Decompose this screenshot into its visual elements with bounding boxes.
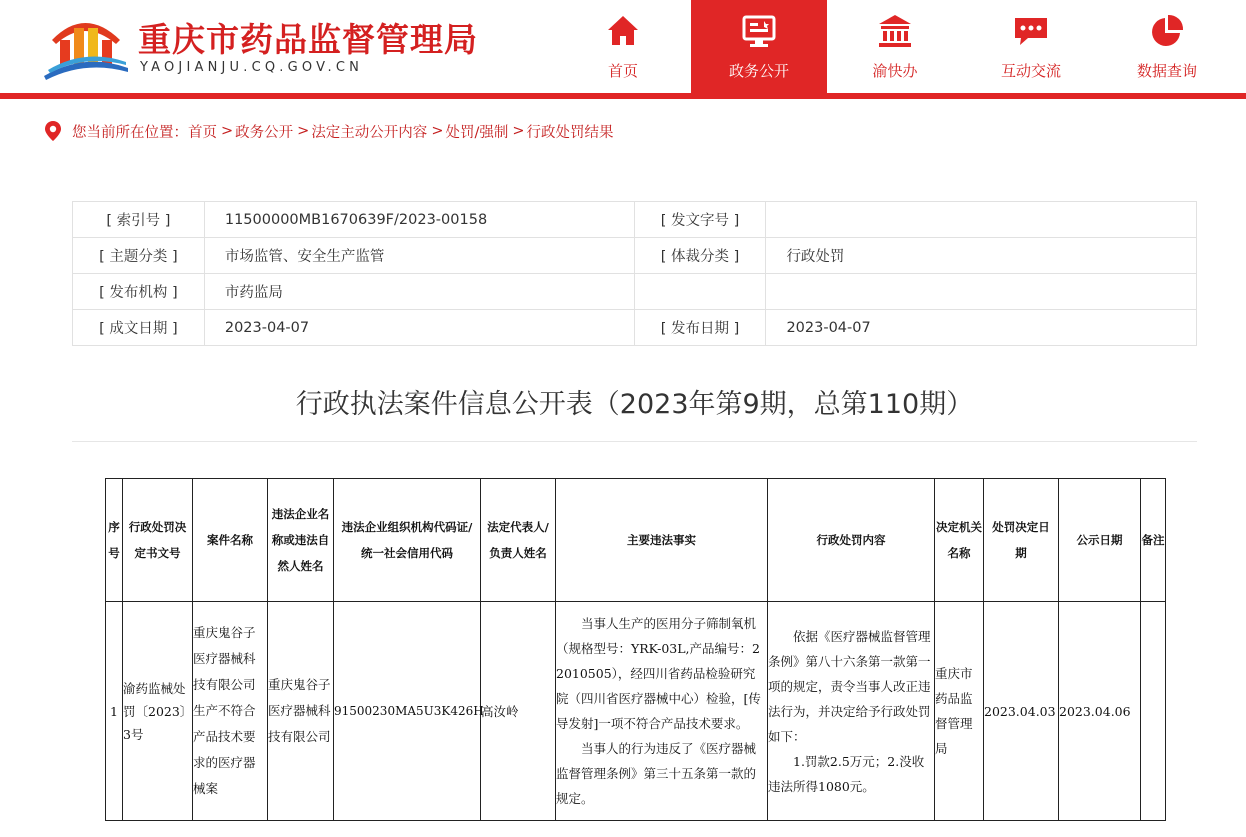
fact-paragraph: 当事人生产的医用分子筛制氧机（规格型号：YRK-03L,产品编号：22010505），经四川省药品检验研究院（四川省医疗器械中心）检验，[传导发射]一项不符合产品技术要求。 — [556, 616, 761, 731]
cell-decision-number: 渝药监械处罚〔2023〕3号 — [123, 602, 193, 821]
breadcrumb-penalty-enforcement[interactable]: 处罚/强制 — [445, 124, 509, 141]
header-credit-code: 违法企业组织机构代码证/ 统一社会信用代码 — [334, 479, 481, 602]
header-remark: 备注 — [1141, 479, 1166, 602]
header-decision-date: 处罚决定日期 — [984, 479, 1059, 602]
publishing-org-label: [ 发布机构 ] — [73, 274, 205, 310]
header-seq: 序号 — [106, 479, 123, 602]
site-logo-icon[interactable] — [40, 10, 130, 80]
government-building-icon — [876, 12, 914, 50]
header-decision-number: 行政处罚决定书文号 — [123, 479, 193, 602]
header-divider — [0, 93, 1246, 99]
created-date-label: [ 成文日期 ] — [73, 310, 205, 346]
publishing-org-value: 市药监局 — [204, 274, 634, 310]
nav-government-affairs-label: 政务公开 — [728, 62, 789, 80]
cell-main-facts — [556, 602, 768, 821]
penalty-paragraph: 1.罚款2.5万元；2.没收违法所得1080元。 — [768, 753, 925, 794]
document-title: 行政执法案件信息公开表（2023年第9期，总第110期） — [295, 389, 974, 420]
header-offender-name: 违法企业名称或违法自然人姓名 — [268, 479, 334, 602]
breadcrumb-penalty-results[interactable]: 行政处罚结果 — [526, 124, 614, 141]
document-number-label: [ 发文字号 ] — [634, 202, 766, 238]
info-row — [73, 238, 1197, 274]
site-title[interactable]: 重庆市药品监督管理局 — [138, 20, 478, 59]
case-table-header-row — [106, 479, 1166, 602]
monitor-icon — [740, 12, 778, 50]
case-info-table — [105, 478, 1166, 821]
topic-category-value: 市场监管、安全生产监管 — [204, 238, 634, 274]
nav-home-label: 首页 — [607, 62, 638, 80]
nav-data-query[interactable] — [1099, 0, 1235, 93]
document-number-value — [766, 202, 1197, 238]
title-divider — [72, 441, 1197, 442]
breadcrumb-separator: > — [221, 123, 234, 139]
nav-interaction[interactable] — [963, 0, 1099, 93]
cell-offender-name: 重庆鬼谷子医疗器械科技有限公司 — [268, 602, 334, 821]
nav-government-affairs[interactable] — [691, 0, 827, 93]
site-header — [0, 0, 1246, 93]
header-main-facts: 主要违法事实 — [556, 479, 768, 602]
empty-cell — [766, 274, 1197, 310]
header-legal-representative: 法定代表人/负责人姓名 — [481, 479, 556, 602]
cell-penalty-content — [768, 602, 935, 821]
cell-seq: 1 — [106, 602, 123, 821]
table-row — [106, 602, 1166, 821]
header-penalty-content: 行政处罚内容 — [768, 479, 935, 602]
cell-remark — [1141, 602, 1166, 821]
published-date-label: [ 发布日期 ] — [634, 310, 766, 346]
breadcrumb-separator: > — [431, 123, 444, 139]
header-case-name: 案件名称 — [193, 479, 268, 602]
genre-category-label: [ 体裁分类 ] — [634, 238, 766, 274]
fact-paragraph: 当事人的行为违反了《医疗器械监督管理条例》第三十五条第一款的规定。 — [556, 741, 757, 806]
pie-chart-icon — [1148, 12, 1186, 50]
chat-bubble-icon — [1012, 12, 1050, 50]
breadcrumb-prefix: 您当前所在位置： — [72, 124, 188, 141]
cell-credit-code: 91500230MA5U3K426H — [334, 602, 481, 821]
breadcrumb — [44, 119, 614, 143]
nav-home[interactable] — [555, 0, 691, 93]
site-domain: YAOJIANJU.CQ.GOV.CN — [140, 60, 364, 75]
cell-case-name: 重庆鬼谷子医疗器械科技有限公司生产不符合产品技术要求的医疗器械案 — [193, 602, 268, 821]
nav-yukuaiban-label: 渝快办 — [872, 62, 918, 80]
breadcrumb-statutory-disclosure[interactable]: 法定主动公开内容 — [311, 124, 428, 141]
breadcrumb-government-affairs[interactable]: 政务公开 — [235, 124, 294, 141]
cell-legal-representative: 高汝岭 — [481, 602, 556, 821]
location-pin-icon — [44, 120, 62, 142]
breadcrumb-separator: > — [512, 123, 525, 139]
info-row — [73, 202, 1197, 238]
published-date-value: 2023-04-07 — [766, 310, 1197, 346]
index-number-label: [ 索引号 ] — [73, 202, 205, 238]
index-number-value: 11500000MB1670639F/2023-00158 — [204, 202, 634, 238]
header-publish-date: 公示日期 — [1059, 479, 1141, 602]
breadcrumb-home[interactable]: 首页 — [188, 124, 217, 141]
cell-decision-date: 2023.04.03 — [984, 602, 1059, 821]
header-authority: 决定机关名称 — [935, 479, 984, 602]
nav-data-query-label: 数据查询 — [1136, 62, 1197, 80]
home-icon — [604, 12, 642, 50]
nav-yukuaiban[interactable] — [827, 0, 963, 93]
genre-category-value: 行政处罚 — [766, 238, 1197, 274]
created-date-value: 2023-04-07 — [204, 310, 634, 346]
cell-authority: 重庆市药品监督管理局 — [935, 602, 984, 821]
nav-interaction-label: 互动交流 — [1000, 62, 1061, 80]
breadcrumb-separator: > — [297, 123, 310, 139]
info-row — [73, 274, 1197, 310]
document-info-table — [72, 201, 1197, 346]
cell-publish-date: 2023.04.06 — [1059, 602, 1141, 821]
topic-category-label: [ 主题分类 ] — [73, 238, 205, 274]
penalty-paragraph: 依据《医疗器械监督管理条例》第八十六条第一款第一项的规定，责令当事人改正违法行为，并决定给予行政处罚如下： — [768, 628, 931, 744]
empty-cell — [634, 274, 766, 310]
info-row — [73, 310, 1197, 346]
